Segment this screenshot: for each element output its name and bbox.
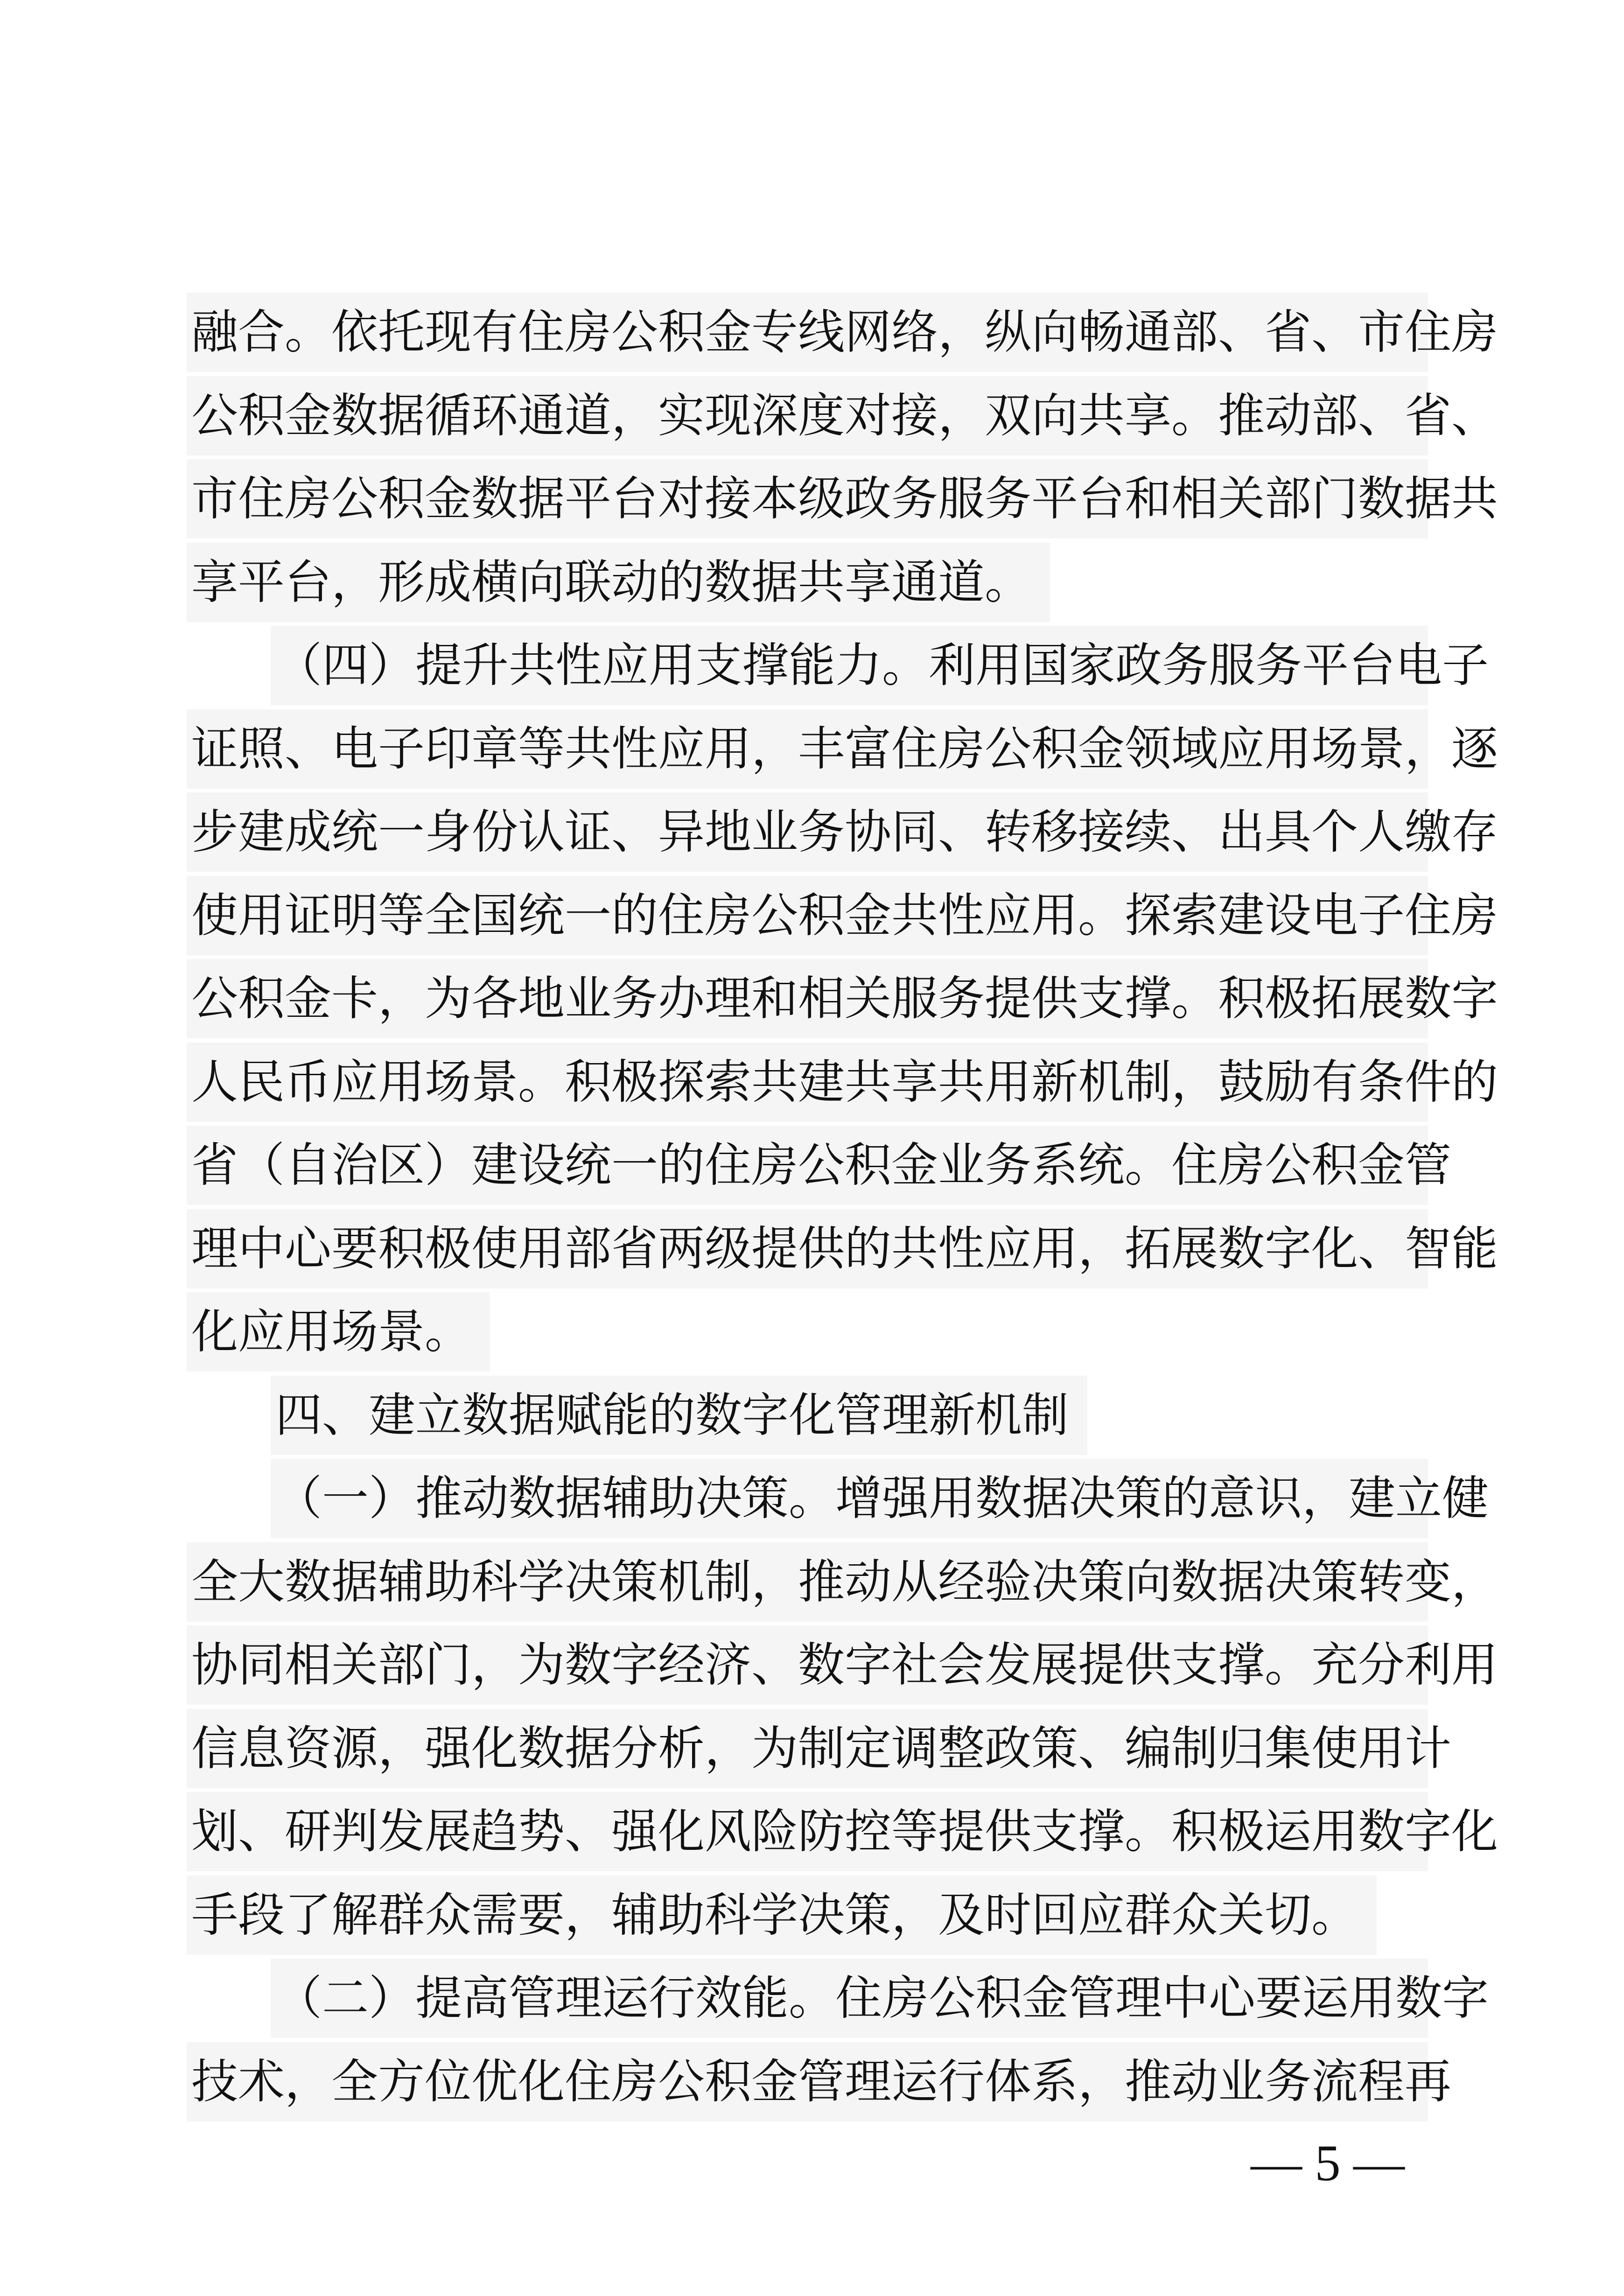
text-line: 公积金卡，为各地业务办理和相关服务提供支撑。积极拓展数字: [187, 959, 1428, 1038]
text-line: （二）提高管理运行效能。住房公积金管理中心要运用数字: [271, 1959, 1428, 2038]
text-line: （四）提升共性应用支撑能力。利用国家政务服务平台电子: [271, 626, 1428, 705]
text-line: 公积金数据循环通道，实现深度对接，双向共享。推动部、省、: [187, 376, 1428, 455]
text-line: 理中心要积极使用部省两级提供的共性应用，拓展数字化、智能: [187, 1209, 1428, 1288]
text-line: （一）推动数据辅助决策。增强用数据决策的意识，建立健: [271, 1459, 1428, 1538]
text-line: 步建成统一身份认证、异地业务协同、转移接续、出具个人缴存: [187, 792, 1428, 872]
page-number: — 5 —: [1251, 2135, 1405, 2191]
text-line: 人民币应用场景。积极探索共建共享共用新机制，鼓励有条件的: [187, 1043, 1428, 1122]
text-line: 省（自治区）建设统一的住房公积金业务系统。住房公积金管: [187, 1126, 1428, 1205]
text-line: 划、研判发展趋势、强化风险防控等提供支撑。积极运用数字化: [187, 1792, 1428, 1871]
text-line: 手段了解群众需要，辅助科学决策，及时回应群众关切。: [187, 1876, 1377, 1955]
text-line: 全大数据辅助科学决策机制，推动从经验决策向数据决策转变，: [187, 1542, 1428, 1622]
text-line: 化应用场景。: [187, 1292, 490, 1372]
text-line: 使用证明等全国统一的住房公积金共性应用。探索建设电子住房: [187, 876, 1428, 955]
text-line: 市住房公积金数据平台对接本级政务服务平台和相关部门数据共: [187, 459, 1428, 539]
text-line: 技术，全方位优化住房公积金管理运行体系，推动业务流程再: [187, 2042, 1428, 2121]
text-line: 融合。依托现有住房公积金专线网络，纵向畅通部、省、市住房: [187, 293, 1428, 372]
section-heading: 四、建立数据赋能的数字化管理新机制: [271, 1376, 1087, 1455]
text-line: 享平台，形成横向联动的数据共享通道。: [187, 543, 1050, 622]
text-line: 证照、电子印章等共性应用，丰富住房公积金领域应用场景，逐: [187, 709, 1428, 789]
text-line: 协同相关部门，为数字经济、数字社会发展提供支撑。充分利用: [187, 1625, 1428, 1705]
text-line: 信息资源，强化数据分析，为制定调整政策、编制归集使用计: [187, 1709, 1428, 1788]
